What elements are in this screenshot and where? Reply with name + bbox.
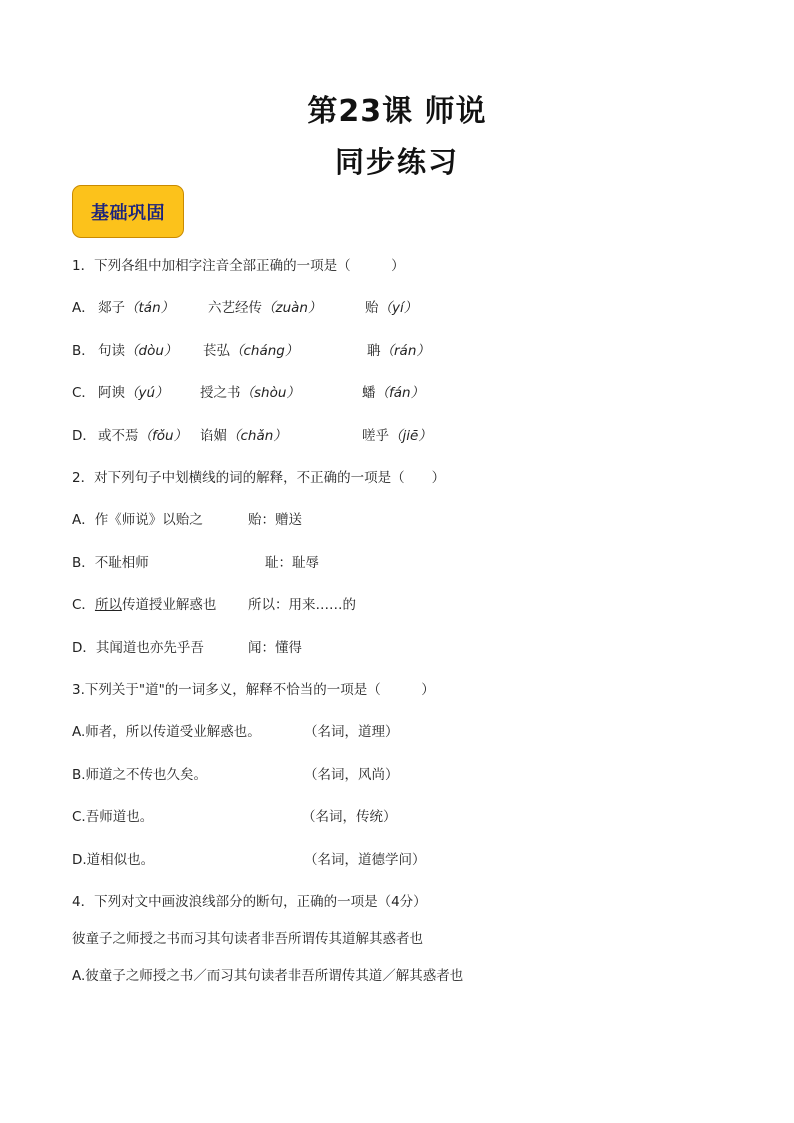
- q1-option-a-word2: 六艺经传（zuàn）: [208, 300, 322, 316]
- q3-option-d-gloss: （名词，道德学问）: [304, 852, 426, 868]
- q1-option-c-word1: 阿谀（yú）: [98, 385, 169, 401]
- q3-option-a-text: A.师者，所以传道受业解惑也。: [72, 724, 261, 740]
- q1-option-a-letter: A．: [72, 300, 95, 316]
- q3-option-b-text: B.师道之不传也久矣。: [72, 767, 208, 783]
- q1-option-a-word3: 贻（yí）: [365, 300, 418, 316]
- q4-stem: 4．下列对文中画波浪线部分的断句，正确的一项是（4分）: [72, 894, 427, 910]
- q2-option-b-gloss: 耻：耻辱: [265, 555, 319, 571]
- q1-option-b-word1: 句读（dòu）: [98, 343, 178, 359]
- q2-option-d-gloss: 闻：懂得: [248, 640, 302, 656]
- q3-option-c-text: C.吾师道也。: [72, 809, 154, 825]
- q3-option-b-gloss: （名词，风尚）: [304, 767, 399, 783]
- q1-option-a-word1: 郯子（tán）: [98, 300, 175, 316]
- q3-stem: 3.下列关于"道"的一词多义，解释不恰当的一项是（ ）: [72, 682, 435, 698]
- section-badge: [72, 185, 184, 238]
- q3-option-a-gloss: （名词，道理）: [304, 724, 399, 740]
- q1-option-b-word3: 聃（rán）: [367, 343, 430, 359]
- q4-passage: 彼童子之师授之书而习其句读者非吾所谓传其道解其惑者也: [72, 931, 423, 947]
- lesson-title: 第23课 师说: [307, 94, 487, 129]
- q1-option-d-word1: 或不焉（fǒu）: [98, 428, 188, 444]
- q2-option-c-text: C．所以传道授业解惑也: [72, 597, 217, 613]
- q1-option-b-word2: 苌弘（cháng）: [203, 343, 299, 359]
- q1-option-c-word2: 授之书（shòu）: [200, 385, 300, 401]
- q3-option-c-gloss: （名词，传统）: [302, 809, 397, 825]
- lesson-subtitle: 同步练习: [334, 145, 459, 179]
- q3-option-d-text: D.道相似也。: [72, 852, 155, 868]
- q1-stem: 1．下列各组中加相字注音全部正确的一项是（ ）: [72, 258, 405, 274]
- q2-option-d-text: D．其闻道也亦先乎吾: [72, 640, 204, 656]
- q2-option-b-text: B．不耻相师: [72, 555, 149, 571]
- q2-option-a-gloss: 贻：赠送: [248, 512, 302, 528]
- q2-option-a-text: A．作《师说》以贻之: [72, 512, 203, 528]
- q1-option-b-letter: B．: [72, 343, 95, 359]
- q1-option-d-word2: 谄媚（chǎn）: [200, 428, 287, 444]
- q2-option-c-underlined: 所以: [94, 597, 122, 613]
- q2-stem: 2．对下列句子中划横线的词的解释，不正确的一项是（ ）: [72, 470, 446, 486]
- q1-option-c-letter: C．: [72, 385, 95, 401]
- section-badge-label: 基础巩固: [91, 202, 165, 224]
- q2-option-c-gloss: 所以：用来……的: [248, 597, 356, 613]
- q1-option-d-letter: D．: [72, 428, 96, 444]
- q1-option-c-word3: 蟠（fán）: [362, 385, 425, 401]
- q1-option-d-word3: 嗟乎（jiē）: [362, 428, 432, 444]
- q4-option-a: A.彼童子之师授之书／而习其句读者非吾所谓传其道／解其惑者也: [72, 968, 464, 984]
